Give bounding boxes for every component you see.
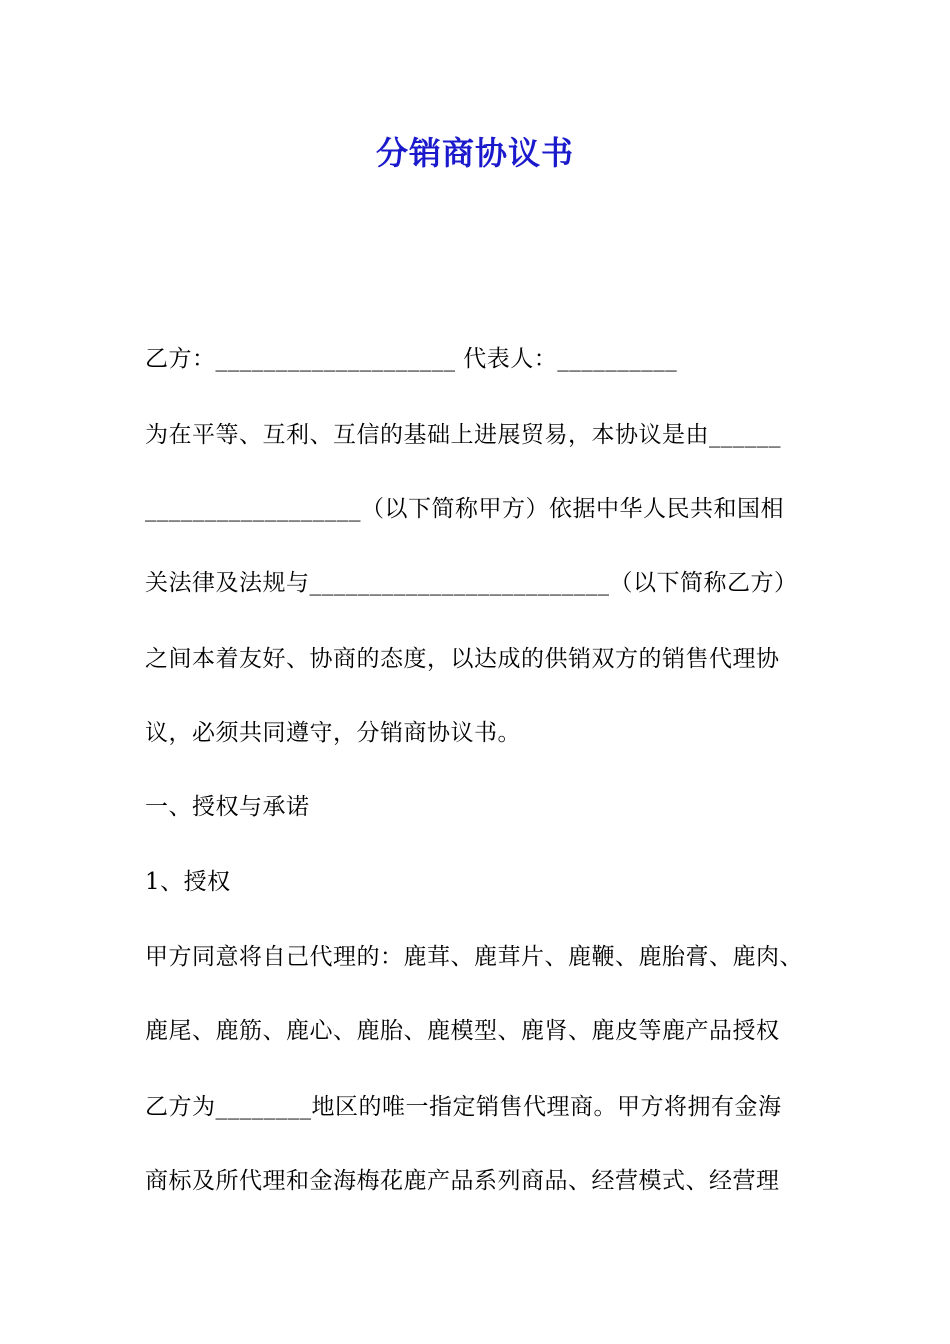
section-heading: 一、授权与承诺 — [145, 794, 310, 820]
subsection-heading: 1、授权 — [145, 869, 231, 895]
paragraph-line: 之间本着友好、协商的态度，以达成的供销双方的销售代理协 — [145, 646, 780, 672]
paragraph-line: __________________（以下简称甲方）依据中华人民共和国相 — [145, 496, 784, 522]
paragraph-line: 鹿尾、鹿筋、鹿心、鹿胎、鹿模型、鹿肾、鹿皮等鹿产品授权 — [145, 1018, 780, 1044]
party-b-line: 乙方：____________________ 代表人：__________ — [145, 346, 678, 372]
paragraph-line: 商标及所代理和金海梅花鹿产品系列商品、经营模式、经营理 — [145, 1168, 780, 1194]
paragraph-line: 乙方为________地区的唯一指定销售代理商。甲方将拥有金海 — [145, 1094, 782, 1120]
paragraph-line: 为在平等、互利、互信的基础上进展贸易，本协议是由______ — [145, 422, 781, 448]
paragraph-line: 甲方同意将自己代理的：鹿茸、鹿茸片、鹿鞭、鹿胎膏、鹿肉、 — [145, 944, 803, 970]
paragraph-line: 关法律及法规与_________________________（以下简称乙方） — [145, 570, 798, 596]
document-title: 分销商协议书 — [375, 134, 574, 172]
paragraph-line: 议，必须共同遵守，分销商协议书。 — [145, 720, 521, 746]
